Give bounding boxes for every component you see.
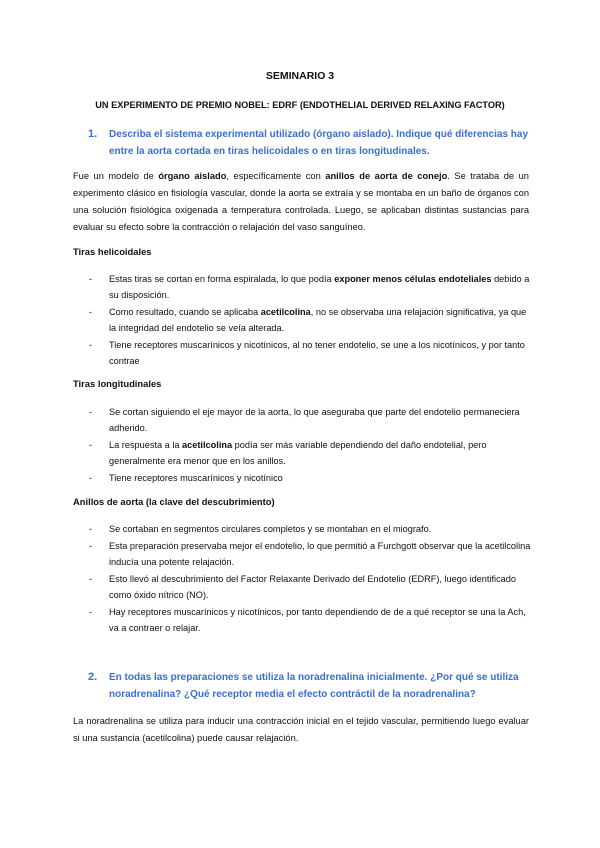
- intro-bold-1: órgano aislado: [158, 171, 227, 181]
- bullet-dash: -: [89, 524, 93, 534]
- list-item-text: Hay receptores muscarínicos y nicotínicos, por tanto dependiendo de de a qué receptor se una la Ach, va a contraer o relajar.: [109, 607, 526, 633]
- list-item-text: debido a su disposición.: [109, 274, 530, 300]
- list-item: [73, 404, 533, 436]
- list-item-bold: acetilcolina: [182, 440, 233, 450]
- list-item-text: Tiene receptores muscarínicos y nicotínicos, al no tener endotelio, se une a los nicotínicos, y por tanto contrae: [109, 340, 525, 366]
- question-1: [88, 126, 528, 160]
- list-item: [73, 571, 533, 603]
- list-item-text: La respuesta a la: [109, 440, 183, 450]
- list-item: [73, 604, 533, 636]
- list-item: [73, 437, 533, 469]
- bullet-dash: -: [89, 407, 93, 417]
- question-1-text: Describa el sistema experimental utilizado (órgano aislado). Indique qué diferencias hay entre la aorta cortada en tiras helicoidales o en tiras longitudinales.: [109, 129, 529, 157]
- bullet-dash: -: [89, 340, 93, 350]
- question-2-text: En todas las preparaciones se utiliza la noradrenalina inicialmente. ¿Por qué se utiliza noradrenalina? ¿Qué receptor media el efecto contráctil de la noradrenalina?: [109, 672, 519, 700]
- list-item-text: Estas tiras se cortan en forma espiralada, lo que podía: [109, 274, 335, 284]
- list-item: [73, 304, 533, 336]
- page-title: SEMINARIO 3: [265, 70, 335, 82]
- list-item-text: Esto llevó al descubrimiento del Factor Relaxante Derivado del Endotelio (EDRF), luego identificado como óxido nítrico (NO).: [109, 574, 517, 600]
- bullet-dash: -: [89, 574, 93, 584]
- helicoidales-heading: Tiras helicoidales: [73, 246, 152, 257]
- anillos-list: [73, 521, 533, 637]
- list-item: [73, 470, 533, 486]
- intro-bold-2: anillos de aorta de conejo: [325, 171, 448, 181]
- list-item-text: podía ser más variable dependiendo del daño endotelial, pero generalmente era menor que en los anillos.: [109, 440, 487, 466]
- answer-2-paragraph: La noradrenalina se utiliza para inducir una contracción inicial en el tejido vascular, permitiendo luego evaluar si una sustancia (acetilcolina) puede causar relajación.: [73, 716, 529, 743]
- list-item-text: Se cortan siguiendo el eje mayor de la aorta, lo que aseguraba que parte del endotelio permaneciera adherido.: [109, 407, 520, 433]
- list-item: [73, 271, 533, 303]
- question-1-number: 1.: [88, 128, 98, 140]
- list-item-text: Esta preparación preservaba mejor el endotelio, lo que permitió a Furchgott observar que la acetilcolina inducía una potente relajación.: [109, 541, 531, 567]
- intro-text-1: Fue un modelo de: [73, 171, 159, 181]
- list-item: [73, 521, 533, 537]
- bullet-dash: -: [89, 307, 93, 317]
- bullet-dash: -: [89, 473, 93, 483]
- list-item-bold: acetilcolina: [260, 307, 311, 317]
- list-item-text: Tiene receptores muscarínicos y nicotínico: [109, 473, 283, 483]
- longitudinales-list: [73, 404, 533, 487]
- question-2-number: 2.: [88, 671, 98, 683]
- page-subtitle: UN EXPERIMENTO DE PREMIO NOBEL: EDRF (ENDOTHELIAL DERIVED RELAXING FACTOR): [95, 100, 505, 110]
- intro-paragraph: [73, 168, 529, 236]
- list-item-text: Se cortaban en segmentos circulares completos y se montaban en el miografo.: [109, 524, 432, 534]
- bullet-dash: -: [89, 274, 93, 284]
- anillos-heading: Anillos de aorta (la clave del descubrimiento): [73, 496, 275, 507]
- bullet-dash: -: [89, 607, 93, 617]
- longitudinales-heading: Tiras longitudinales: [73, 378, 162, 389]
- intro-text-2: , específicamente con: [226, 171, 326, 181]
- intro-text-3: . Se trataba de un experimento clásico en fisiología vascular, donde la aorta se extraía y se montaba en un baño de órganos con una solución fisiológica oxigenada a temperatura controlada. Luego, se aplicaban distintas sustancias para evaluar su efecto sobre la contracción o relajación del vaso sanguíneo.: [73, 171, 529, 232]
- bullet-dash: -: [89, 440, 93, 450]
- list-item: [73, 538, 533, 570]
- question-2: [88, 669, 528, 703]
- helicoidales-list: [73, 271, 533, 370]
- list-item-text: , no se observaba una relajación significativa, ya que la integridad del endotelio se veía alterada.: [109, 307, 527, 333]
- list-item: [73, 337, 533, 369]
- list-item-text: Como resultado, cuando se aplicaba: [109, 307, 261, 317]
- bullet-dash: -: [89, 541, 93, 551]
- list-item-bold: exponer menos células endoteliales: [334, 274, 492, 284]
